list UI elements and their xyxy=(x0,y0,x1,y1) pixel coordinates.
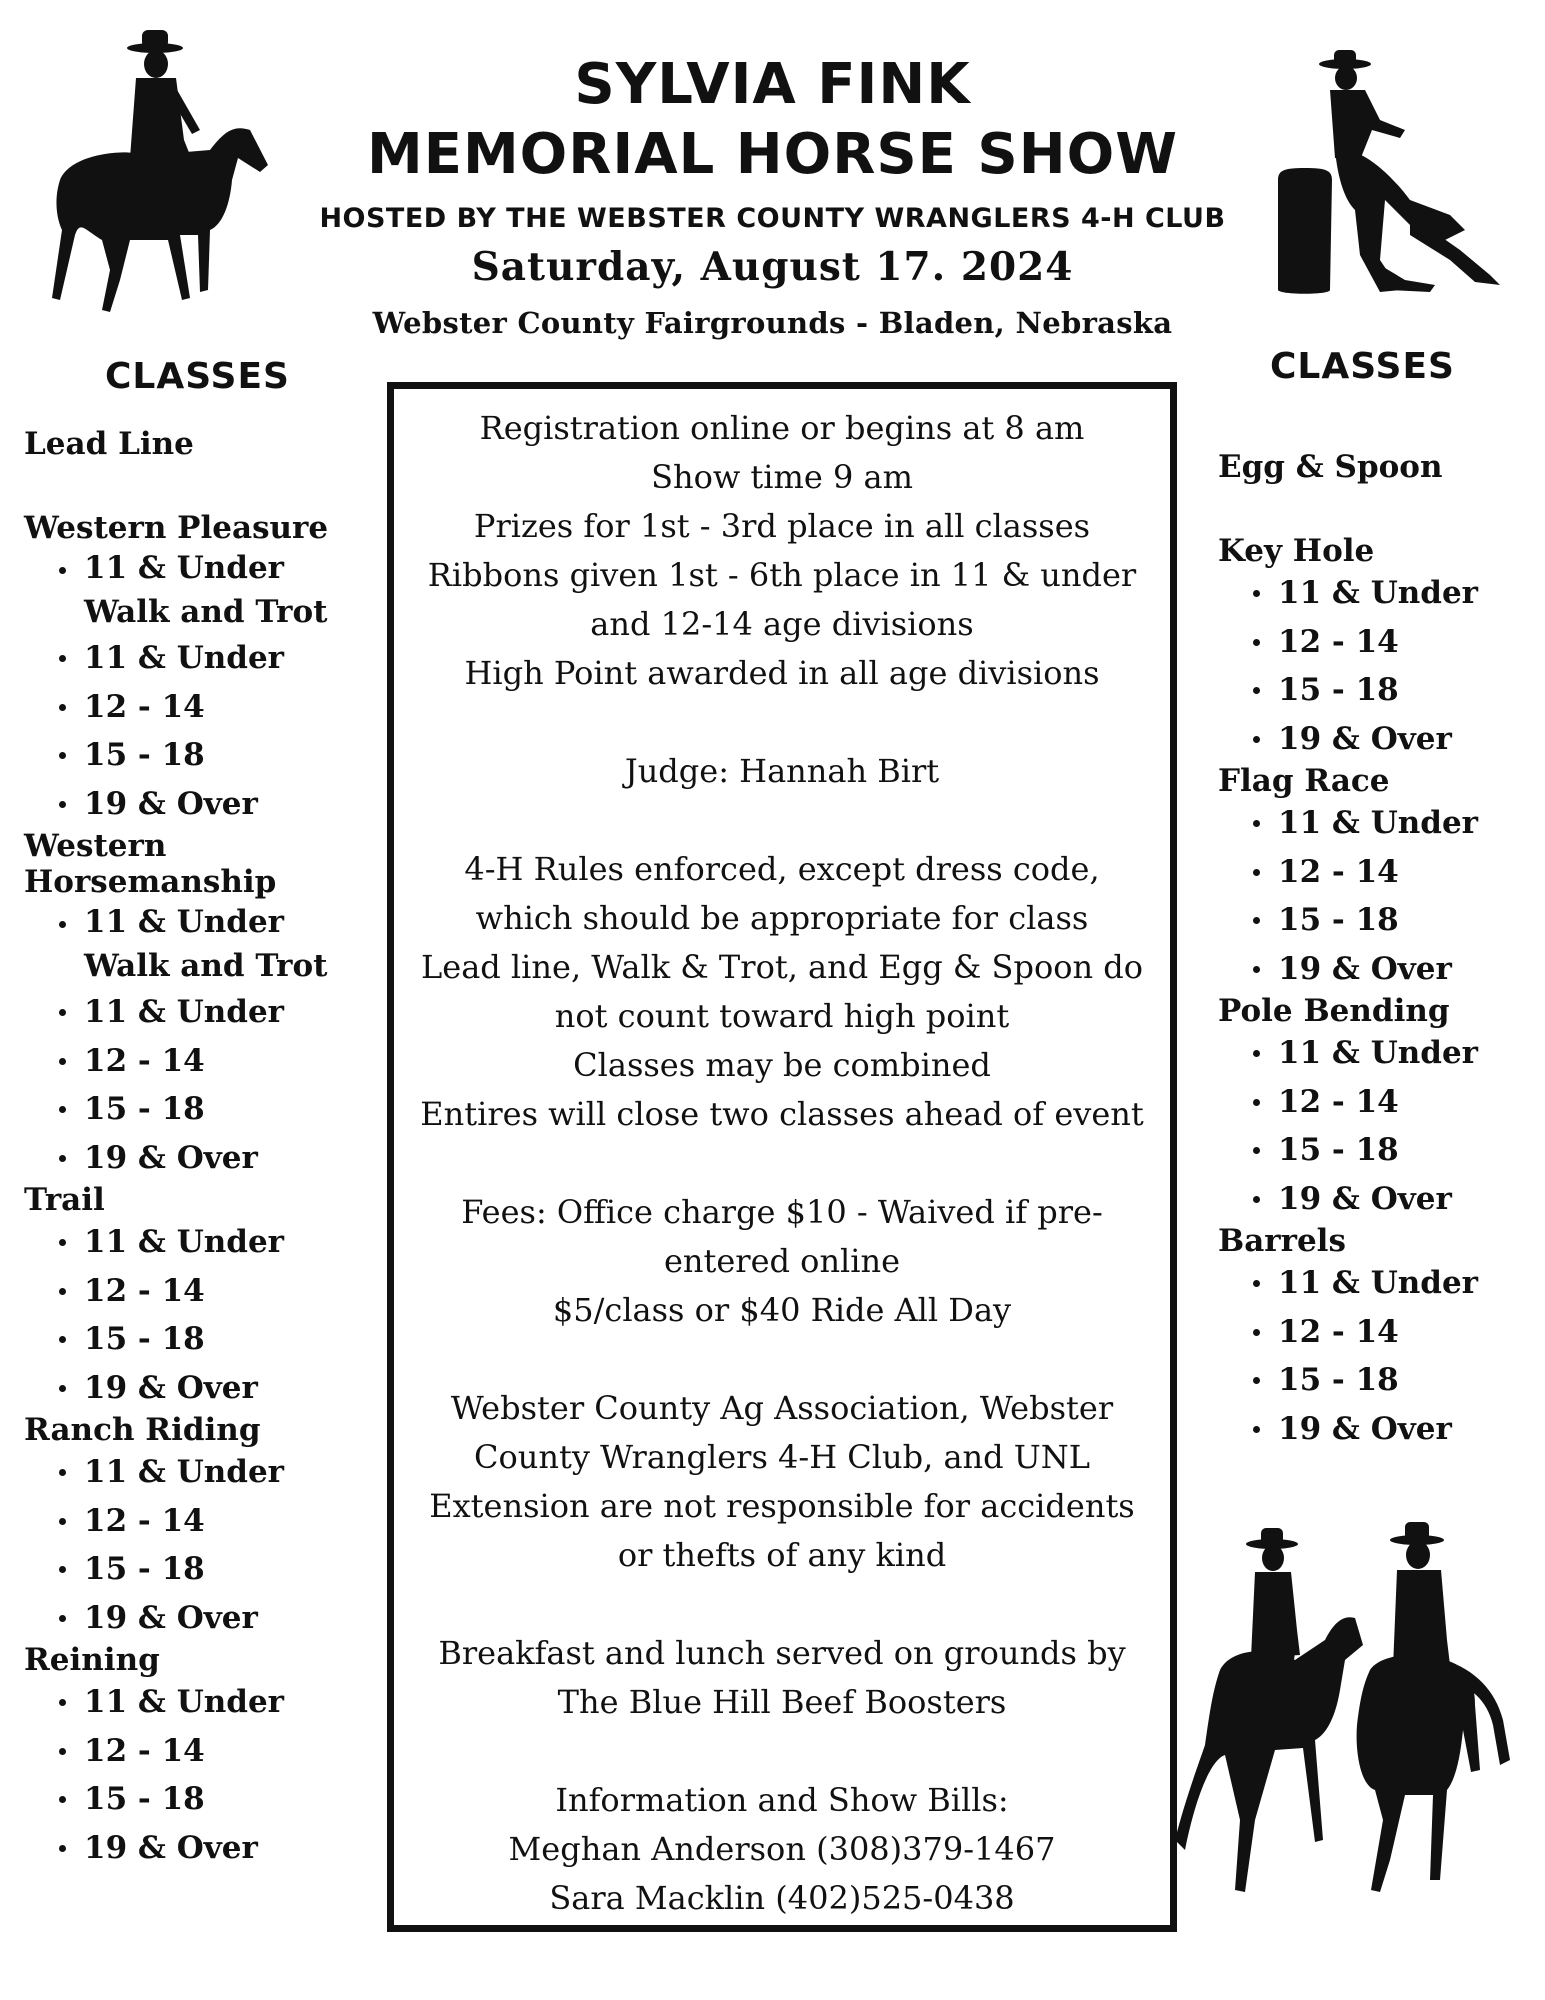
right-classes-list xyxy=(1218,449,1538,1453)
info-line: entered online xyxy=(663,1242,901,1280)
division-item: 11 & Under xyxy=(24,1678,364,1727)
info-line: and 12-14 age divisions xyxy=(590,605,974,643)
division-item: 12 - 14 xyxy=(24,1037,364,1086)
division-item: 19 & Over xyxy=(24,1594,364,1643)
division-item: 11 & Under xyxy=(24,1218,364,1267)
title-line-2: MEMORIAL HORSE SHOW xyxy=(366,122,1179,187)
blank-line xyxy=(394,698,1170,747)
class-group-lead-line xyxy=(24,426,364,462)
blank-line xyxy=(394,796,1170,845)
info-line: Extension are not responsible for accidents xyxy=(429,1487,1135,1525)
division-item: 12 - 14 xyxy=(1218,848,1538,897)
info-line: High Point awarded in all age divisions xyxy=(464,654,1100,692)
class-group-western-horsemanship xyxy=(24,828,364,1182)
class-title: Western Horsemanship xyxy=(24,828,277,900)
class-group-barrels xyxy=(1218,1223,1538,1453)
class-group-western-pleasure xyxy=(24,510,364,828)
division-item: 19 & Over xyxy=(1218,945,1538,994)
left-classes-heading: CLASSES xyxy=(105,356,290,397)
class-title: Key Hole xyxy=(1218,533,1375,569)
info-line: Breakfast and lunch served on grounds by xyxy=(438,1634,1126,1672)
division-item: 12 - 14 xyxy=(24,1267,364,1316)
blank-line xyxy=(394,1335,1170,1384)
division-item: 19 & Over xyxy=(1218,1405,1538,1454)
division-item: 15 - 18 xyxy=(1218,1356,1538,1405)
division-item: 19 & Over xyxy=(24,1134,364,1183)
class-title: Pole Bending xyxy=(1218,993,1450,1029)
division-item: 11 & Under xyxy=(1218,1029,1538,1078)
title-line-1: SYLVIA FINK xyxy=(574,52,971,117)
info-line: Ribbons given 1st - 6th place in 11 & under xyxy=(427,556,1137,594)
right-classes-heading: CLASSES xyxy=(1270,346,1455,387)
division-item: 12 - 14 xyxy=(24,1727,364,1776)
division-item: 19 & Over xyxy=(24,1824,364,1873)
division-item: 11 & Under xyxy=(24,1448,364,1497)
division-item: 12 - 14 xyxy=(1218,1078,1538,1127)
division-item: 15 - 18 xyxy=(24,731,364,780)
event-date: Saturday, August 17. 2024 xyxy=(471,244,1074,290)
blank-line xyxy=(394,1727,1170,1776)
class-title: Western Pleasure xyxy=(24,510,329,546)
division-item: 12 - 14 xyxy=(24,1497,364,1546)
division-item: 15 - 18 xyxy=(24,1315,364,1364)
division-item: 15 - 18 xyxy=(1218,896,1538,945)
division-item: 15 - 18 xyxy=(1218,666,1538,715)
info-line: Webster County Ag Association, Webster xyxy=(450,1389,1114,1427)
division-item: 11 & Under Walk and Trot xyxy=(24,900,364,988)
class-title: Ranch Riding xyxy=(24,1412,261,1448)
division-item: 12 - 14 xyxy=(1218,618,1538,667)
class-group-reining xyxy=(24,1642,364,1872)
division-item: 15 - 18 xyxy=(1218,1126,1538,1175)
info-line: which should be appropriate for class xyxy=(475,899,1089,937)
class-title: Reining xyxy=(24,1642,160,1678)
division-item: 19 & Over xyxy=(24,1364,364,1413)
blank-line xyxy=(394,1139,1170,1188)
class-group-pole-bending xyxy=(1218,993,1538,1223)
class-group-egg-spoon xyxy=(1218,449,1538,485)
division-item: 19 & Over xyxy=(24,780,364,829)
division-item: 11 & Under Walk and Trot xyxy=(24,546,364,634)
event-location: Webster County Fairgrounds - Bladen, Nebraska xyxy=(372,306,1173,340)
class-group-key-hole xyxy=(1218,533,1538,763)
left-classes-list xyxy=(24,426,364,1872)
info-line: Entires will close two classes ahead of event xyxy=(420,1095,1144,1133)
info-text xyxy=(394,404,1170,1923)
info-line: Show time 9 am xyxy=(651,458,913,496)
division-item: 15 - 18 xyxy=(24,1545,364,1594)
class-group-flag-race xyxy=(1218,763,1538,993)
info-line: Fees: Office charge $10 - Waived if pre- xyxy=(461,1193,1103,1231)
class-title: Flag Race xyxy=(1218,763,1390,799)
class-title: Barrels xyxy=(1218,1223,1346,1259)
info-line: Prizes for 1st - 3rd place in all classes xyxy=(473,507,1091,545)
division-item: 15 - 18 xyxy=(24,1775,364,1824)
blank-line xyxy=(394,1580,1170,1629)
info-line: Lead line, Walk & Trot, and Egg & Spoon do xyxy=(421,948,1143,986)
info-line: Meghan Anderson (308)379-1467 xyxy=(508,1830,1056,1868)
info-box xyxy=(387,382,1177,1932)
division-subtitle: Walk and Trot xyxy=(84,594,328,630)
info-line: Judge: Hannah Birt xyxy=(624,752,940,790)
class-title: Trail xyxy=(24,1182,105,1218)
division-item: 11 & Under xyxy=(1218,799,1538,848)
info-line: $5/class or $40 Ride All Day xyxy=(552,1291,1012,1329)
class-group-ranch-riding xyxy=(24,1412,364,1642)
class-group-trail xyxy=(24,1182,364,1412)
division-item: 11 & Under xyxy=(1218,1259,1538,1308)
division-item: 19 & Over xyxy=(1218,715,1538,764)
hosted-by: HOSTED BY THE WEBSTER COUNTY WRANGLERS 4-H CLUB xyxy=(319,203,1226,234)
division-item: 11 & Under xyxy=(24,634,364,683)
division-subtitle: Walk and Trot xyxy=(84,948,328,984)
info-line: or thefts of any kind xyxy=(617,1536,947,1574)
class-title: Egg & Spoon xyxy=(1218,449,1443,485)
info-line: Registration online or begins at 8 am xyxy=(479,409,1085,447)
division-item: 19 & Over xyxy=(1218,1175,1538,1224)
division-item: 11 & Under xyxy=(1218,569,1538,618)
info-line: County Wranglers 4-H Club, and UNL xyxy=(473,1438,1091,1476)
info-line: The Blue Hill Beef Boosters xyxy=(557,1683,1007,1721)
two-riders-silhouette-icon xyxy=(1175,1520,1515,1900)
info-line: Information and Show Bills: xyxy=(555,1781,1009,1819)
info-line: not count toward high point xyxy=(554,997,1010,1035)
division-item: 12 - 14 xyxy=(24,683,364,732)
info-line: Sara Macklin (402)525-0438 xyxy=(549,1879,1015,1917)
class-title: Lead Line xyxy=(24,426,194,462)
division-item: 12 - 14 xyxy=(1218,1308,1538,1357)
division-item: 11 & Under xyxy=(24,988,364,1037)
division-item: 15 - 18 xyxy=(24,1085,364,1134)
info-line: Classes may be combined xyxy=(573,1046,991,1084)
info-line: 4-H Rules enforced, except dress code, xyxy=(464,850,1100,888)
